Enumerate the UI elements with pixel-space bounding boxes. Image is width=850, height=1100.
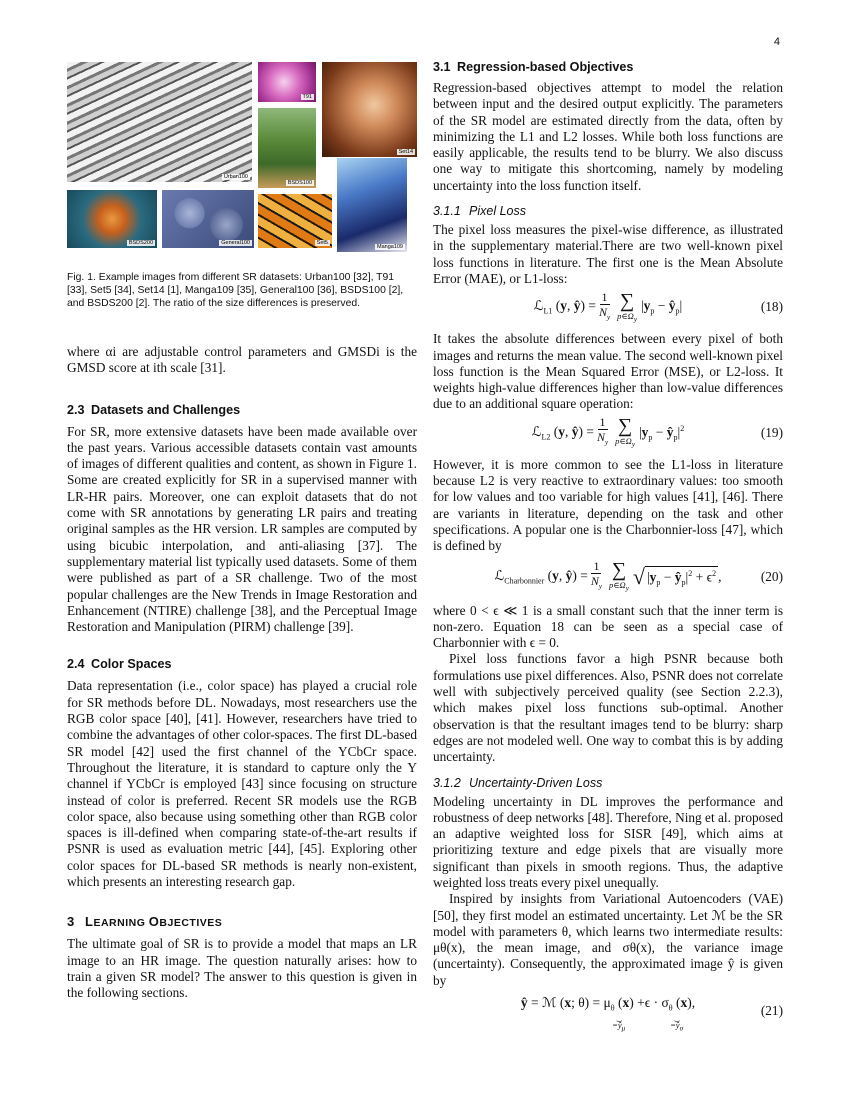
thumb-set14	[322, 62, 417, 157]
figure-caption: Fig. 1. Example images from different SR datasets: Urban100 [32], T91 [33], Set5 [34], Set14 [1], Manga109 [35], General100 [36], BSDS100 [2], and BSDS200 [2]. The ratio of the size differences is preserved.	[67, 272, 404, 309]
right-column	[433, 56, 783, 1035]
equation-18: ℒ$_{L1}$ (y, ŷ) = $\frac{1}{N_y}$ ∑ $p\in\Omega_y$ $|y_p$ − $ŷ_p|$ (18)	[533, 289, 783, 324]
thumb-t91	[258, 62, 316, 102]
thumb-bsds200	[67, 190, 157, 248]
paragraph: It takes the absolute differences between every pixel of both images and returns the mean value. The second well-known pixel loss function is the Mean Squared Error (MSE), or L2-loss. It weights high-value differences higher than low-value differences due to an additional square operation:	[433, 331, 783, 412]
paragraph: The pixel loss measures the pixel-wise difference, as illustrated in the supplementary material.There are two well-known pixel loss functions in literature. The first one is the Mean Absolute Error (MAE), or L1-loss:	[433, 222, 783, 286]
section-heading-3-1: 3.1 Regression-based Objectives	[433, 60, 634, 74]
paragraph: Modeling uncertainty in DL improves the performance and robustness of deep networks [48]. Therefore, Ning et al. proposed an adaptive weighted loss for SISR [49], which aims at prioritizing texture and edge pixels that are visually more significant than pixels in smooth regions. Thus, the adaptive weighted loss treats every pixel unequally.	[433, 793, 783, 890]
equation-19: ℒ$_{L2}$ (y, ŷ) = $\frac{1}{N_y}$ ∑ $p\in\Omega_y$ $|y_p$ − $ŷ_p|^2$ (19)	[531, 415, 783, 450]
paragraph: where αi are adjustable control parameters and GMSDi is the GMSD score at ith scale [31].	[67, 344, 417, 376]
section-heading-2-3: 2.3 Datasets and Challenges	[67, 402, 241, 417]
section-heading-2-4: 2.4 Color Spaces	[67, 657, 172, 672]
thumb-urban100	[67, 62, 252, 182]
equation-number: (21)	[760, 1003, 783, 1019]
thumb-general100	[162, 190, 254, 248]
paragraph: For SR, more extensive datasets have been made available over the past years. Various accessible datasets contain vast amounts of images of different qualities and content, as shown in Figure 1. Some are created explicitly for SR in a supervised manner with LR-HR pairs. Moreover, one can exploit datasets that do not come with SR annotations by generating LR pairs and treating original samples as the HR version. LR samples are computed by using bicubic interpolation, and anti-aliasing [37]. The supplementary material list typically used datasets. Some of them were published as part of a SR challenge. Two of the most popular challenges are the New Trends in Image Restoration and Enhancement (NTIRE) challenge [38], and the Perceptual Image Restoration and Manipulation (PIRM) challenge [39].	[67, 423, 417, 635]
paragraph: However, it is more common to see the L1-loss in literature because L2 is very reactive to extraordinary values: too smooth for low values and too variable for high values [41], [46]. There are variants in literature, depending on the task and other specifications. A popular one is the Charbonnier-loss [47], which is defined by	[433, 456, 783, 554]
left-column	[67, 56, 417, 1002]
paragraph: Pixel loss functions favor a high PSNR because both formulations use pixel differences. Also, PSNR does not correlate well with subjectively perceived quality (see Section 2.2.3), which makes pixel loss functions sub-optimal. Another observation is that the resultant images tend to be blurry: sharp edges are not modeled well. One way to combat this is by adding uncertainty.	[433, 651, 783, 765]
paragraph: Regression-based objectives attempt to model the relation between input and the desired output explicitly. The parameters of the SR model are estimated directly from the data, often by minimizing the L1 and L2 losses. While both loss functions are easily applicable, the results tend to be blurry. We also discuss one way to mitigate this shortcoming, namely by modeling uncertainty into the loss function itself.	[433, 80, 783, 193]
equation-number: (20)	[760, 568, 783, 584]
thumb-label: T91	[302, 94, 312, 100]
paragraph: Data representation (i.e., color space) has played a crucial role for SR methods before DL. Nowadays, most researchers use the RGB color space [40], [41]. However, researchers have tried to combine the advantages of other color-spaces. The first DL-based SR model [42] used the first channel of the YCbCr space. Throughout the literature, it is standard to capture only the Y channel if YCbCr is employed [43] since focusing on structure instead of color is preferred. Recent SR models use the RGB color space, also because using something other than RGB color spaces is ill-defined when comparing state-of-the-art results if PSNR is used as evaluation metric [44], [45]. Exploring other color spaces for DL-based SR methods is nearly non-existent, which presents an interesting research gap.	[67, 678, 417, 890]
paragraph: Inspired by insights from Variational Autoencoders (VAE) [50], they first model an estimated uncertainty. Let ℳ be the SR model with parameters θ, which learns two intermediate results: μθ(x), the mean image, and σθ(x), the variance image (uncertainty). Consequently, the approximated image ŷ is given by	[433, 891, 783, 988]
equation-number: (18)	[760, 299, 783, 315]
equation-number: (19)	[760, 424, 783, 440]
thumb-label: Manga109	[377, 244, 403, 250]
thumb-bsds100	[258, 108, 316, 188]
thumb-set5	[258, 194, 332, 248]
thumb-label: Set5	[316, 240, 328, 246]
paragraph: The ultimate goal of SR is to provide a model that maps an LR image to an HR image. The question naturally arises: how to train a given SR model? The answer to this question is given in the following sections.	[67, 936, 417, 1001]
subsection-heading-3-1-2: 3.1.2 Uncertainty-Driven Loss	[433, 775, 603, 790]
thumb-label: Set14	[398, 149, 413, 155]
equation-20: ℒ$_{Charbonnier}$ (y, ŷ) = $\frac{1}{N_y}$ ∑ $p\in\Omega_y$ √ $|y_p$ − $ŷ_p|^2 + \epsilon^2$ , (20)	[494, 558, 783, 593]
thumb-label: BSDS100	[287, 180, 312, 186]
figure-1	[67, 56, 417, 251]
thumb-manga109	[337, 158, 407, 252]
thumb-label: General100	[221, 240, 250, 246]
thumb-label: Urban100	[223, 174, 248, 180]
page-number: 4	[773, 36, 780, 48]
equation-21: ŷ = ℳ (x; θ) = $\mu_\theta$ (x) ⏟ $=ŷ_\mu$ +ϵ · $\sigma_\theta$ (x) ⏟ $=ŷ_\sigma$ , (21)	[520, 995, 783, 1033]
thumb-label: BSDS200	[128, 240, 153, 246]
subsection-heading-3-1-1: 3.1.1 Pixel Loss	[433, 204, 526, 219]
section-heading-3: 3 LEARNING OBJECTIVES	[67, 914, 223, 930]
paragraph: where 0 < ϵ ≪ 1 is a small constant such that the inner term is non-zero. Equation 18 can be seen as a special case of Charbonnier with ϵ = 0.	[433, 602, 783, 651]
